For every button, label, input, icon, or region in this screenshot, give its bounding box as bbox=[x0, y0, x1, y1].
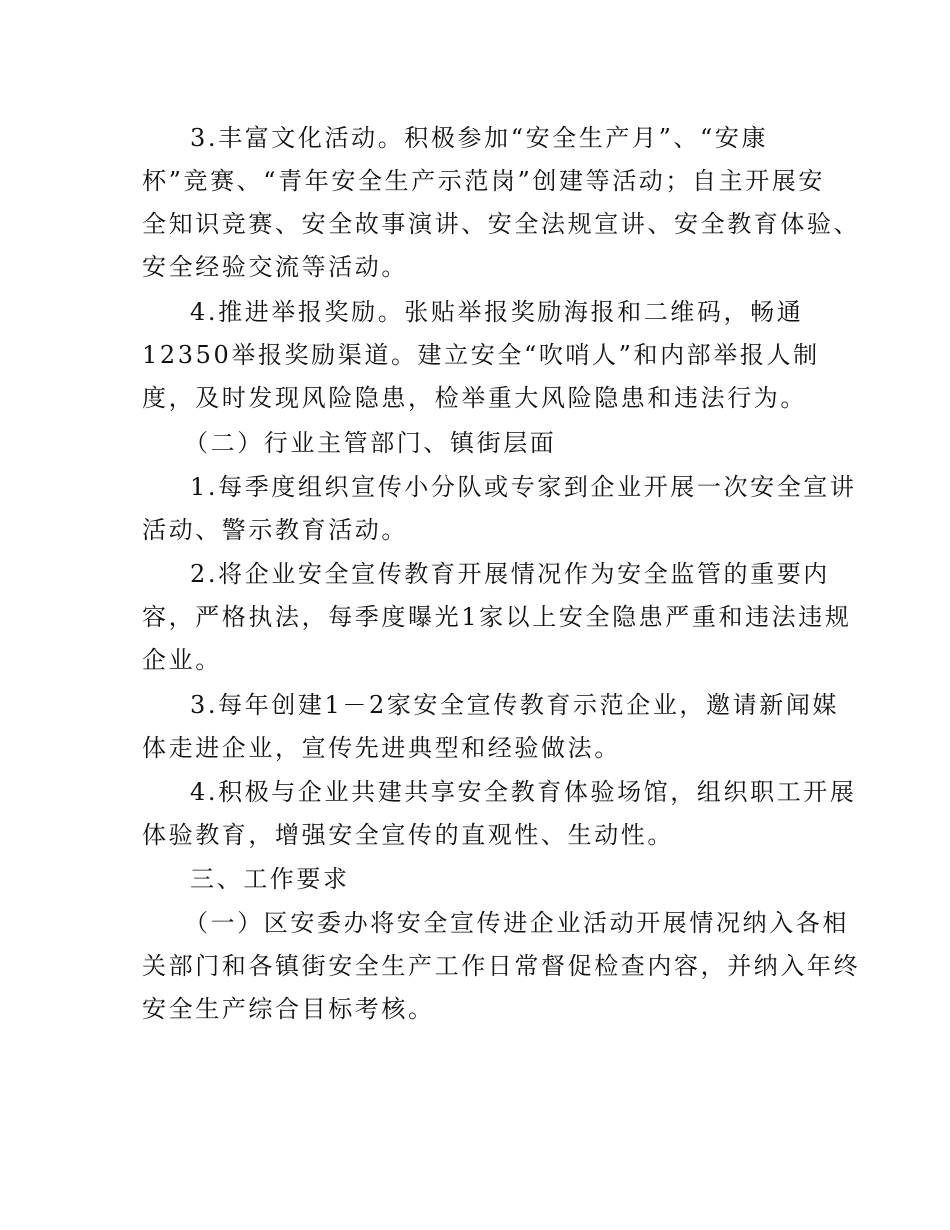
text-line-3: 全知识竞赛、安全故事演讲、安全法规宣讲、安全教育体验、 bbox=[142, 210, 861, 238]
text-line-11: 2.将企业安全宣传教育开展情况作为安全监管的重要内 bbox=[190, 560, 830, 588]
text-line-16: 4.积极与企业共建共享安全教育体验场馆，组织职工开展 bbox=[190, 778, 857, 806]
text-line-1: 3.丰富文化活动。积极参加“安全生产月”、“安康 bbox=[190, 124, 769, 152]
text-line-5: 4.推进举报奖励。张贴举报奖励海报和二维码，畅通 bbox=[190, 298, 804, 326]
text-line-14: 3.每年创建1－2家安全宣传教育示范企业，邀请新闻媒 bbox=[190, 691, 840, 719]
text-line-7: 度，及时发现风险隐患，检举重大风险隐患和违法行为。 bbox=[142, 384, 807, 412]
text-line-12: 容，严格执法，每季度曝光1家以上安全隐患严重和违法违规 bbox=[142, 603, 852, 631]
text-line-2: 杯”竞赛、“青年安全生产示范岗”创建等活动；自主开展安 bbox=[142, 167, 826, 195]
text-line-21: 安全生产综合目标考核。 bbox=[142, 995, 435, 1023]
section-heading-2: （二）行业主管部门、镇街层面 bbox=[184, 429, 557, 457]
text-line-19: （一）区安委办将安全宣传进企业活动开展情况纳入各相 bbox=[184, 909, 849, 937]
text-line-20: 关部门和各镇街安全生产工作日常督促检查内容，并纳入年终 bbox=[142, 952, 861, 980]
text-line-4: 安全经验交流等活动。 bbox=[142, 253, 408, 281]
text-line-10: 活动、警示教育活动。 bbox=[142, 516, 408, 544]
text-line-15: 体走进企业，宣传先进典型和经验做法。 bbox=[142, 734, 621, 762]
text-line-13: 企业。 bbox=[142, 646, 222, 674]
text-line-9: 1.每季度组织宣传小分队或专家到企业开展一次安全宣讲 bbox=[190, 473, 857, 501]
section-heading-3: 三、工作要求 bbox=[190, 865, 350, 893]
text-line-6: 12350举报奖励渠道。建立安全“吹哨人”和内部举报人制 bbox=[142, 341, 820, 369]
text-line-17: 体验教育，增强安全宣传的直观性、生动性。 bbox=[142, 821, 674, 849]
